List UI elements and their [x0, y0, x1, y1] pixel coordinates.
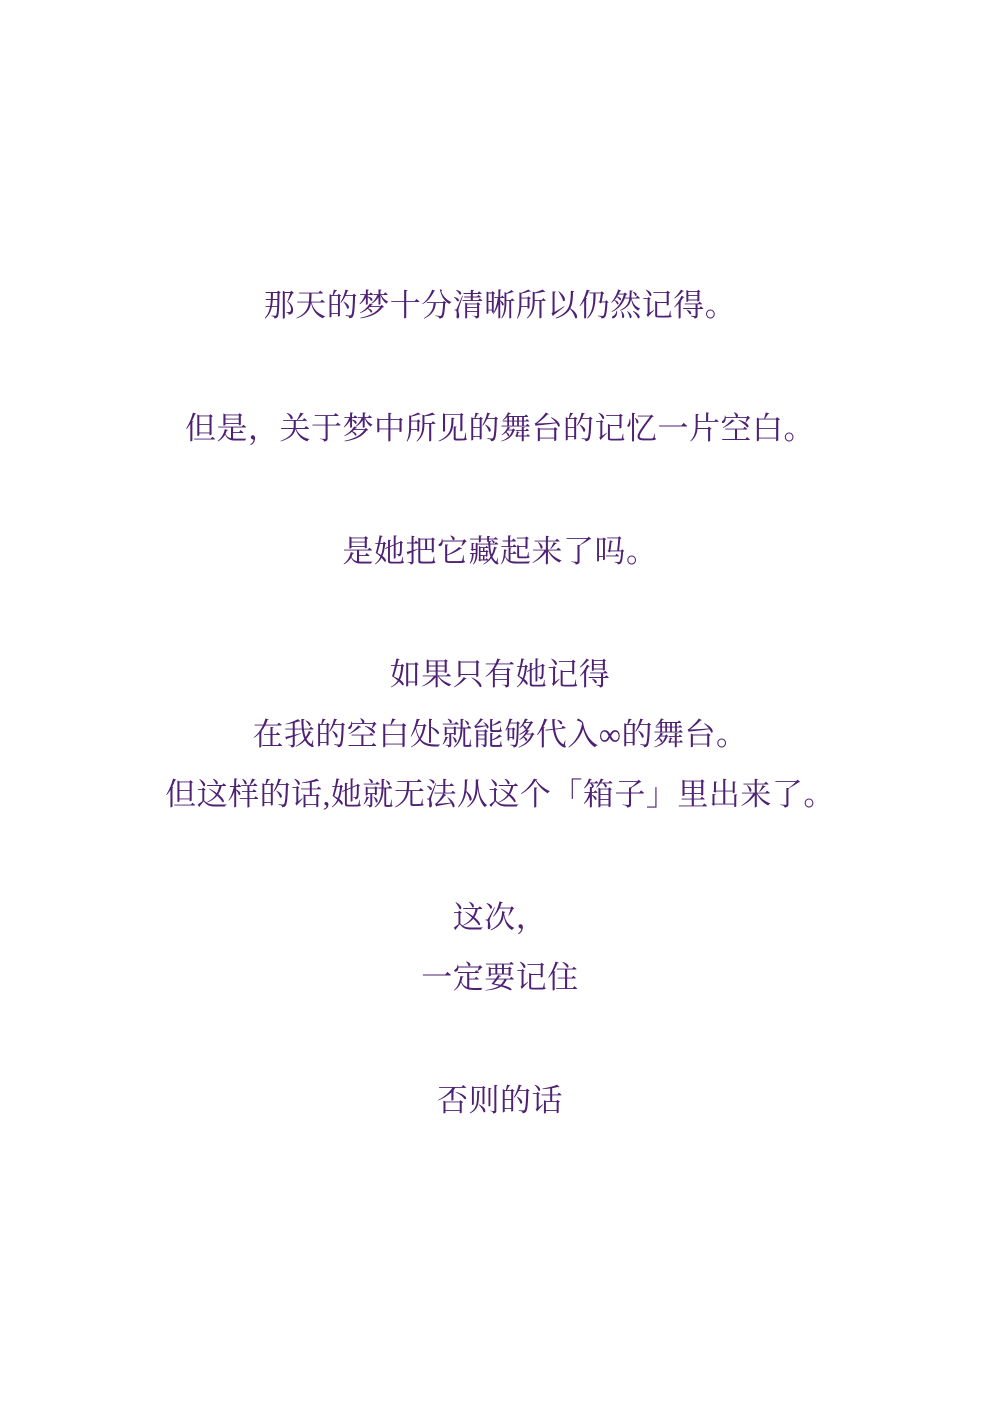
text-line: 那天的梦十分清晰所以仍然记得。: [263, 288, 737, 323]
stanza-6: [0, 1071, 1000, 1131]
text-line: 一定要记住: [421, 960, 579, 995]
stanza-5: [0, 888, 1000, 1008]
stanza-4: [0, 645, 1000, 825]
text-line: 但这样的话,她就无法从这个「箱子」里出来了。: [165, 777, 835, 812]
text-line: 否则的话: [437, 1083, 563, 1118]
text-line: 这次，: [452, 900, 548, 935]
text-line: 但是，关于梦中所见的舞台的记忆一片空白。: [185, 411, 815, 446]
stanza-3: [0, 522, 1000, 582]
text-line: 如果只有她记得: [389, 657, 611, 692]
text-line: 是她把它藏起来了吗。: [342, 534, 658, 569]
stanza-2: [0, 399, 1000, 459]
stanza-1: [0, 276, 1000, 336]
text-line: 在我的空白处就能够代入∞的舞台。: [252, 717, 748, 752]
